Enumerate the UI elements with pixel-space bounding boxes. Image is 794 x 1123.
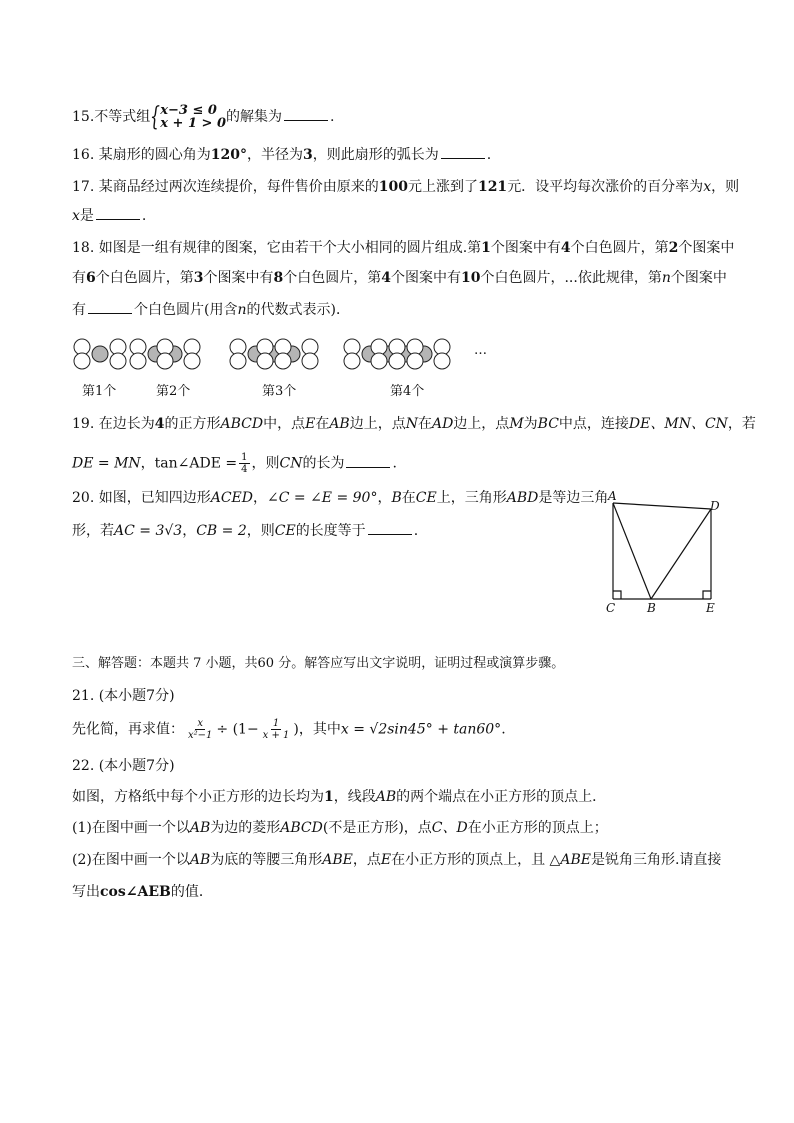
white-disc	[130, 353, 146, 369]
q20-angles: ∠C = ∠E = 90°	[267, 490, 378, 506]
fraction-denominator: 4	[241, 464, 248, 475]
q18-text: 个图案中有	[203, 270, 274, 286]
q17-text: 是	[79, 208, 94, 224]
q17-price-2: 121	[477, 179, 508, 195]
q20-segment: CE	[274, 523, 296, 539]
q22-text: 的值．	[170, 884, 213, 900]
q22-triangle: ABE	[322, 852, 353, 868]
q22-point: E	[380, 852, 392, 868]
q18-number: 4	[560, 240, 571, 256]
question-18-line-2	[72, 268, 727, 288]
answer-blank	[284, 106, 328, 121]
q22-text: 在小正方形的顶点上；	[467, 820, 608, 836]
question-17-line-1	[72, 177, 739, 197]
q20-text: ，	[377, 490, 392, 506]
right-angle-mark-e	[703, 591, 711, 599]
q22-triangle: ABE	[560, 852, 591, 868]
q19-text: 边上，点	[453, 416, 510, 432]
q18-number: 3	[193, 270, 204, 286]
q19-square: ABCD	[220, 416, 264, 432]
fraction	[239, 452, 249, 475]
white-disc	[389, 353, 405, 369]
q21-text: ，其中	[298, 721, 341, 738]
q17-end: .	[141, 208, 147, 224]
segment-bd	[651, 509, 711, 599]
q18-text: 个图案中有	[490, 240, 561, 256]
q20-cb: CB = 2	[196, 523, 247, 539]
fraction-denominator: x + 1	[262, 730, 290, 741]
q17-text: 元．设平均每次涨价的百分率为	[507, 179, 704, 195]
q21-paren: )	[293, 721, 299, 738]
q21-text: 先化简，再求值：	[72, 721, 184, 738]
question-19-line-1	[72, 414, 756, 434]
white-disc	[74, 353, 90, 369]
q17-variable: x	[703, 179, 712, 195]
q20-text: 形，若	[72, 523, 114, 539]
segment-ab	[613, 503, 651, 599]
q16-radius: 3	[302, 147, 313, 163]
q18-text: 个白色圆片(用含	[134, 302, 238, 318]
fraction	[186, 718, 214, 741]
question-21-body	[72, 718, 506, 741]
inequality-system	[150, 104, 226, 130]
q22-cos: cos∠AEB	[100, 884, 171, 900]
q19-text: ，则	[251, 455, 280, 472]
label-e: E	[706, 601, 715, 615]
figure-caption-2: 第2个	[156, 384, 191, 399]
white-disc	[344, 353, 360, 369]
q19-segment: CN	[279, 455, 303, 472]
q20-text: 是等边三角	[538, 490, 609, 506]
label-c: C	[606, 601, 616, 615]
q18-number: 2	[668, 240, 679, 256]
q19-segment: AB	[329, 416, 350, 432]
brace-icon: {	[150, 102, 161, 132]
white-disc	[371, 353, 387, 369]
q19-number: 4	[154, 416, 165, 432]
right-angle-mark-c	[613, 591, 621, 599]
segment-ad	[613, 503, 711, 509]
q16-text: 16. 某扇形的圆心角为	[72, 147, 211, 163]
q19-text: 在	[417, 416, 432, 432]
q20-ac: AC = 3	[114, 523, 165, 539]
q22-text: 是锐角三角形.请直接	[590, 852, 722, 868]
q20-text: 的长度等于	[295, 523, 366, 539]
q19-text: 边上，点	[349, 416, 406, 432]
gray-disc	[92, 346, 108, 362]
section-3-text: 三、解答题：本题共 7 小题，共60 分。解答应写出文字说明，证明过程或演算步骤。	[72, 656, 565, 671]
q19-text: 中，点	[263, 416, 306, 432]
q22-number: 1	[324, 789, 334, 805]
figure-caption-3: 第3个	[262, 384, 297, 399]
white-disc	[184, 353, 200, 369]
inequality-1: x−3 ≤ 0	[160, 103, 217, 118]
fraction	[261, 718, 292, 741]
q16-angle: 120°	[210, 147, 247, 163]
q18-number: 4	[381, 270, 391, 286]
q19-segments: DE、MN、CN	[628, 416, 728, 432]
q22-text: (2)在图中画一个以	[72, 852, 190, 868]
question-21-heading	[72, 686, 175, 706]
q18-number: 6	[86, 270, 96, 286]
q22-segment: AB	[189, 852, 211, 868]
question-19-line-2	[72, 452, 397, 475]
q20-text: ，则	[246, 523, 275, 539]
question-17-line-2	[72, 205, 146, 226]
q22-text: 的两个端点在小正方形的顶点上．	[396, 789, 607, 805]
q18-text: 个图案中	[670, 270, 727, 286]
q20-text: 20. 如图，已知四边形	[72, 490, 211, 506]
q20-text: ，	[253, 490, 267, 506]
fraction-denominator: x²−1	[188, 730, 213, 741]
q18-variable: n	[237, 302, 247, 318]
q18-number: 8	[273, 270, 284, 286]
q19-text: 为	[523, 416, 538, 432]
q22-text: 为底的等腰三角形	[210, 852, 323, 868]
q19-text: 的长为	[302, 455, 345, 472]
q15-number: 15.	[72, 109, 95, 125]
q19-text: 中点，连接	[558, 416, 629, 432]
question-22-line-1	[72, 787, 606, 807]
q18-text: 个白色圆片，第	[283, 270, 382, 286]
q22-text: (不是正方形)，点	[322, 820, 432, 836]
q22-text: 为边的菱形	[210, 820, 281, 836]
circle-figure-1	[73, 338, 127, 378]
q19-text: ，若	[727, 416, 756, 432]
q21-end: .	[501, 721, 506, 738]
q20-end: .	[413, 523, 419, 539]
q22-text: ，线段	[333, 789, 376, 805]
question-22-line-4	[72, 882, 213, 902]
question-20-line-2	[72, 520, 418, 541]
white-disc	[257, 353, 273, 369]
q17-text: 17. 某商品经过两次连续提价，每件售价由原来的	[72, 179, 379, 195]
q22-text: (1)在图中画一个以	[72, 820, 190, 836]
q18-text: 有	[72, 302, 86, 318]
q20-point: B	[391, 490, 402, 506]
white-disc	[157, 353, 173, 369]
q22-segment: AB	[375, 789, 397, 805]
white-disc	[275, 353, 291, 369]
section-3-heading	[72, 654, 564, 674]
question-22-line-2	[72, 818, 608, 838]
inequality-2: x + 1 > 0	[160, 116, 226, 131]
white-disc	[434, 353, 450, 369]
q22-text: 写出	[72, 884, 100, 900]
q18-text: 个图案中	[678, 240, 735, 256]
q19-tan: tan∠ADE =	[154, 455, 238, 472]
q19-point: E	[305, 416, 316, 432]
q21-head: 21. (本小题7分)	[72, 688, 175, 704]
q22-text: 如图，方格纸中每个小正方形的边长均为	[72, 789, 324, 805]
answer-blank	[96, 205, 140, 220]
q18-text: 个图案中有	[391, 270, 461, 286]
circle-figure-4	[343, 338, 451, 378]
answer-blank	[441, 144, 485, 159]
q20-quad: ACED	[210, 490, 253, 506]
q22-segment: AB	[189, 820, 211, 836]
white-disc	[230, 353, 246, 369]
q18-text: 有	[72, 270, 86, 286]
white-disc	[110, 353, 126, 369]
question-18-line-1	[72, 238, 734, 258]
q21-expression: x = √2sin45° + tan60°	[340, 721, 502, 738]
q22-text: 在小正方形的顶点上，且 △	[391, 852, 561, 868]
q19-point: M	[509, 416, 524, 432]
q18-number: 1	[481, 240, 491, 256]
q18-text: 18. 如图是一组有规律的图案，它由若干个大小相同的圆片组成.第	[72, 240, 482, 256]
q22-rhombus: ABCD	[280, 820, 323, 836]
q18-text: 个白色圆片，第	[570, 240, 669, 256]
q19-segment: AD	[431, 416, 454, 432]
q19-text: 在	[315, 416, 330, 432]
circle-figure-2	[129, 338, 201, 378]
q19-text: 的正方形	[164, 416, 221, 432]
question-20-line-1	[72, 488, 608, 508]
fraction-numerator: 1	[241, 452, 248, 463]
q22-head: 22. (本小题7分)	[72, 758, 175, 774]
label-d: D	[710, 499, 720, 513]
q20-text: ，	[182, 523, 197, 539]
q19-segment: BC	[537, 416, 559, 432]
q20-segment: CE	[415, 490, 437, 506]
q18-number: 10	[461, 270, 481, 286]
label-a: A	[608, 489, 617, 503]
question-22-heading	[72, 756, 175, 776]
question-15	[72, 104, 334, 130]
q17-text: 元上涨到了	[407, 179, 478, 195]
label-b: B	[647, 601, 656, 615]
q22-points: C、D	[431, 820, 468, 836]
white-disc	[407, 353, 423, 369]
q20-triangle: ABD	[506, 490, 539, 506]
q17-variable: x	[72, 208, 80, 224]
q17-text: ，则	[711, 179, 740, 195]
q16-end: .	[486, 147, 492, 163]
question-22-line-3	[72, 850, 721, 870]
q19-end: .	[392, 455, 397, 472]
pattern-ellipsis: …	[474, 343, 487, 358]
q15-text: 不等式组	[94, 109, 151, 125]
answer-blank	[346, 453, 390, 468]
question-16	[72, 144, 491, 165]
q15-post: 的解集为	[226, 109, 282, 125]
q20-sqrt: √3	[164, 523, 183, 539]
q20-text: 上，三角形	[436, 490, 507, 506]
q18-variable: n	[661, 270, 671, 286]
answer-blank	[88, 299, 132, 314]
circle-figure-3	[229, 338, 319, 378]
figure-caption-1: 第1个	[82, 384, 117, 399]
q18-text: 的代数式表示)．	[246, 302, 350, 318]
figure-caption-4: 第4个	[390, 384, 425, 399]
question-18-line-3	[72, 299, 350, 320]
answer-blank	[368, 520, 412, 535]
q16-post: ，则此扇形的弧长为	[312, 147, 439, 163]
q17-price-1: 100	[378, 179, 408, 195]
q19-text: 19. 在边长为	[72, 416, 155, 432]
q21-operator: ÷ (1−	[216, 721, 259, 738]
q16-mid: ，半径为	[246, 147, 303, 163]
q19-equation: DE = MN	[72, 455, 141, 472]
q15-end: .	[330, 109, 335, 125]
fraction-numerator: x	[197, 718, 204, 729]
white-disc	[302, 353, 318, 369]
q19-point: N	[405, 416, 418, 432]
quadrilateral-diagram	[600, 488, 730, 616]
q19-text: ，	[140, 455, 155, 472]
fraction-numerator: 1	[272, 718, 280, 729]
q18-text: 个白色圆片，第	[95, 270, 194, 286]
q20-text: 在	[401, 490, 416, 506]
q18-text: 个白色圆片，...依此规律，第	[480, 270, 662, 286]
q22-text: ，点	[352, 852, 381, 868]
